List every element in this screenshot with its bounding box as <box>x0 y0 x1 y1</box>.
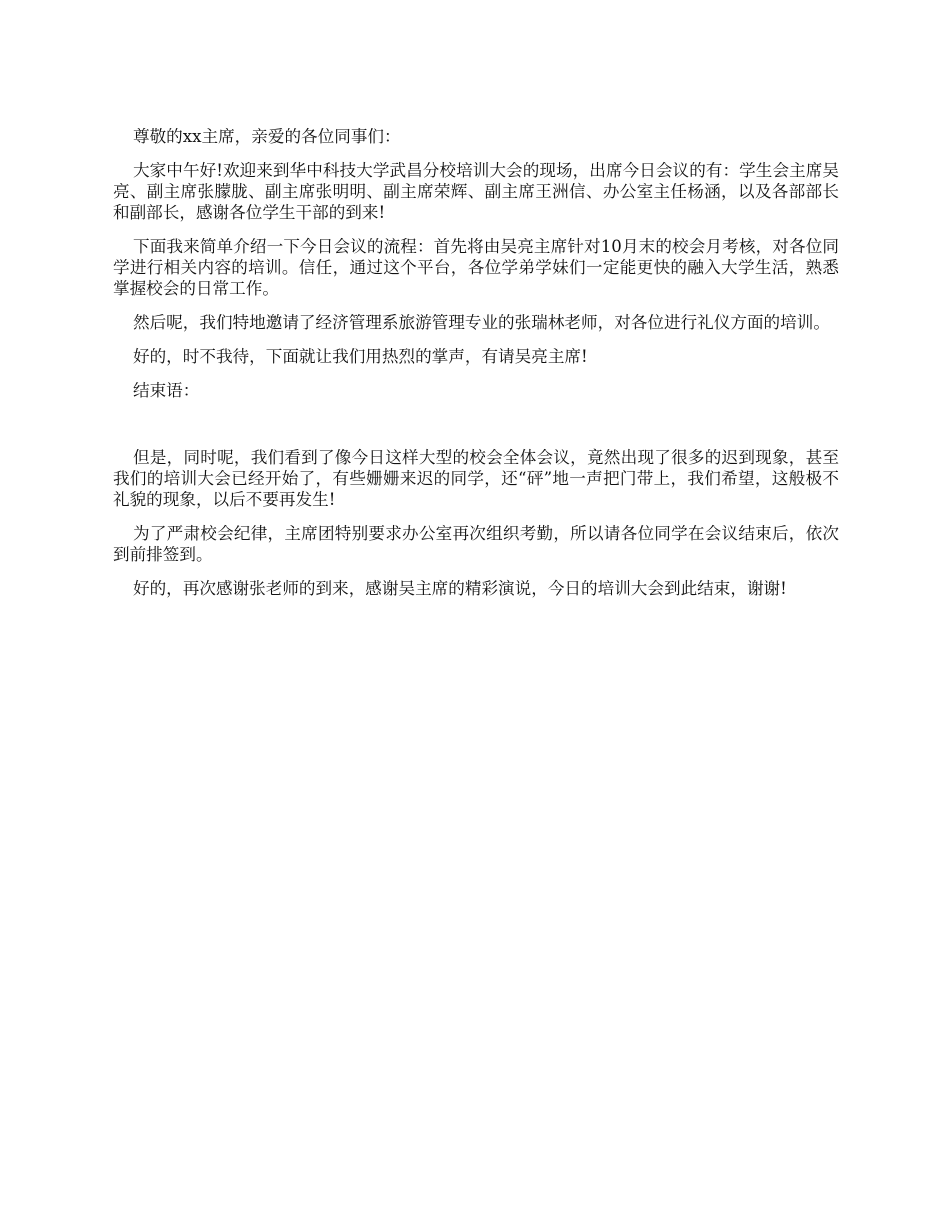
closing-heading: 结束语： <box>133 381 200 400</box>
paragraph-agenda: 下面我来简单介绍一下今日会议的流程：首先将由吴亮主席针对10月末的校会月考核，对各位同学进行相关内容的培训。信任，通过这个平台，各位学弟学妹们一定能更快的融入大学生活，熟悉掌握校会的日常工作。 <box>113 237 839 298</box>
paragraph-greeting: 大家中午好!欢迎来到华中科技大学武昌分校培训大会的现场，出席今日会议的有：学生会主席吴亮、副主席张朦胧、副主席张明明、副主席荣辉、副主席王洲信、办公室主任杨涵，以及各部部长和副部长，感谢各位学生干部的到来! <box>113 161 839 222</box>
blank-line <box>113 414 839 434</box>
paragraph-invite-chairman: 好的，时不我待，下面就让我们用热烈的掌声，有请吴亮主席! <box>133 347 588 366</box>
paragraph-attendance: 为了严肃校会纪律，主席团特别要求办公室再次组织考勤，所以请各位同学在会议结束后，依次到前排签到。 <box>113 524 839 564</box>
paragraph-etiquette-training: 然后呢，我们特地邀请了经济管理系旅游管理专业的张瑞林老师，对各位进行礼仪方面的培训。 <box>133 313 830 332</box>
salutation: 尊敬的xx主席，亲爱的各位同事们： <box>133 127 401 146</box>
paragraph-lateness: 但是，同时呢，我们看到了像今日这样大型的校会全体会议，竟然出现了很多的迟到现象，甚至我们的培训大会已经开始了，有些姗姗来迟的同学，还“砰”地一声把门带上，我们希望，这般极不礼貌的现象，以后不要再发生! <box>113 448 839 509</box>
document-body <box>113 126 839 612</box>
paragraph-thanks: 好的，再次感谢张老师的到来，感谢吴主席的精彩演说，今日的培训大会到此结束，谢谢! <box>133 579 787 598</box>
